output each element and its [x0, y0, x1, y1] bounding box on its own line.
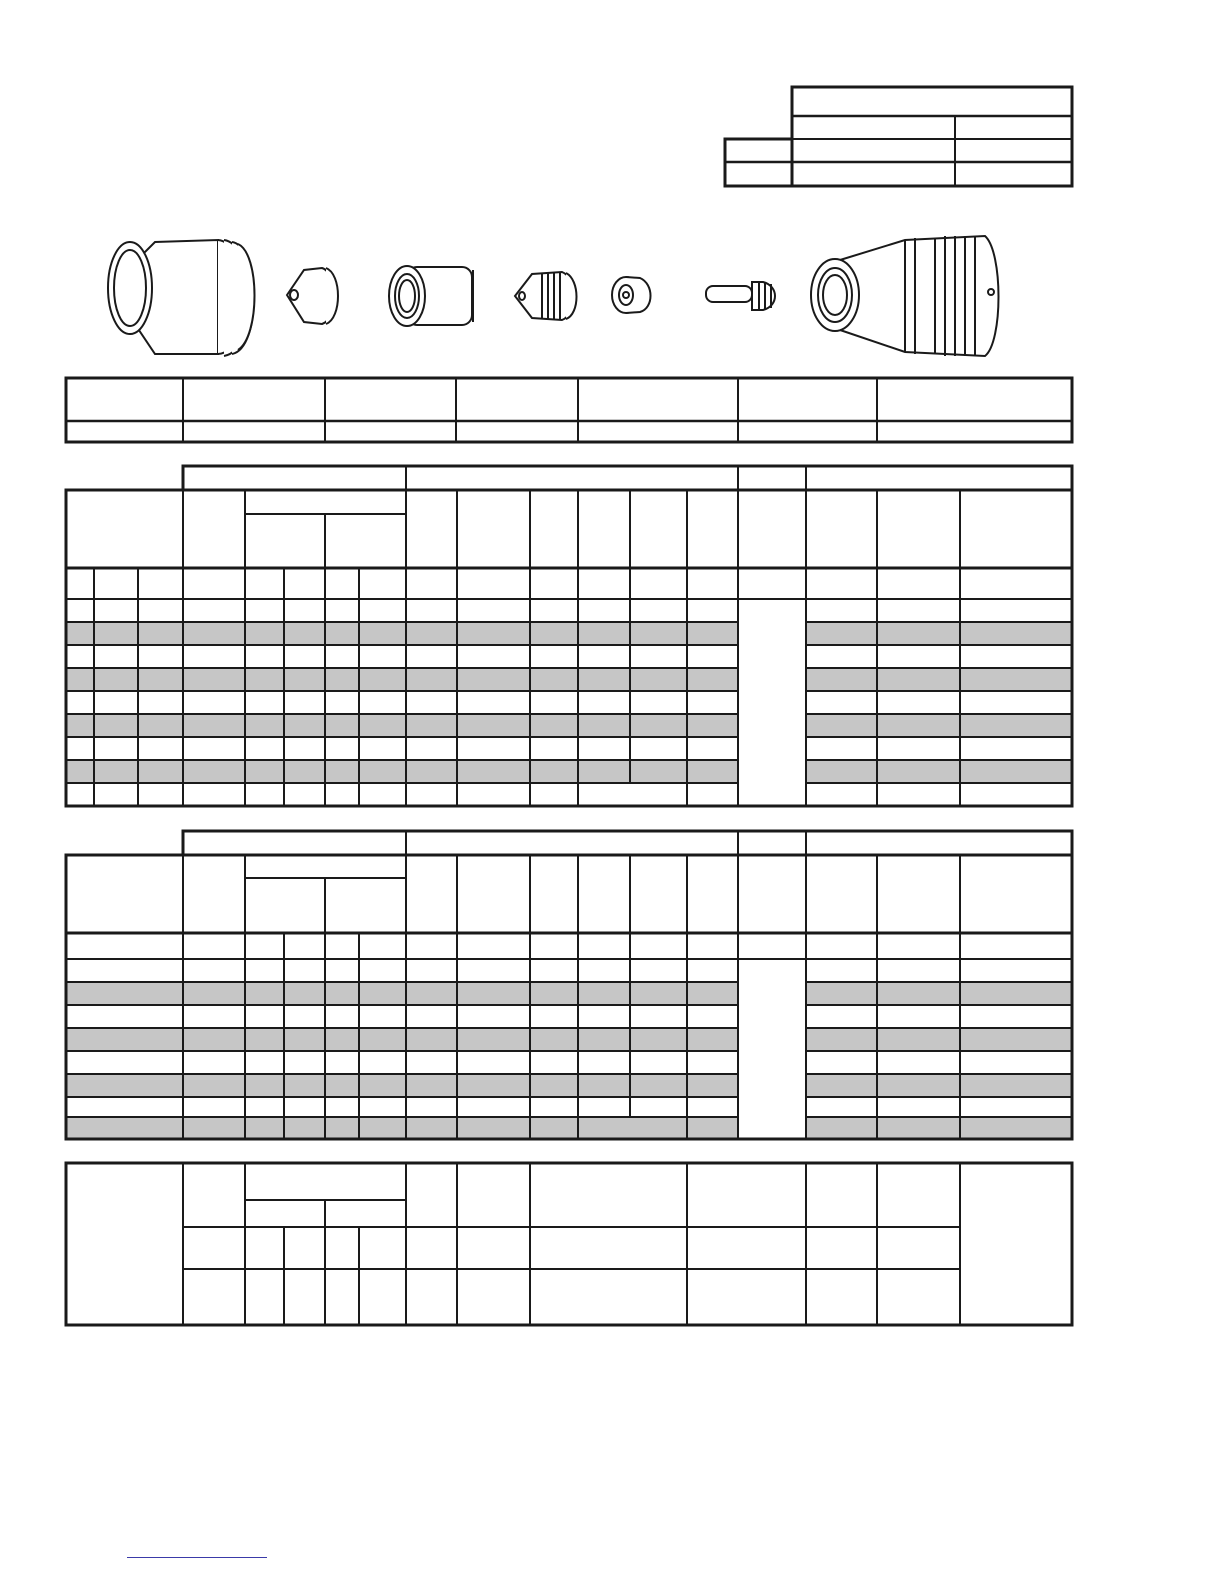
cut-table-1-shading [66, 622, 1072, 783]
cut-table-2 [0, 825, 1224, 1155]
retaining-cap-icon [385, 262, 480, 332]
shield-cap-icon [282, 262, 342, 332]
notes-table [0, 1155, 1224, 1335]
header-table-lines [0, 0, 1224, 200]
torch-body-icon [805, 232, 1005, 362]
cut-table-1 [0, 460, 1224, 820]
nozzle-icon [512, 268, 582, 328]
electrode-icon [703, 278, 783, 318]
shield-icon [100, 232, 260, 362]
swirl-ring-icon [610, 274, 655, 319]
footer-link-underline[interactable] [127, 1557, 267, 1558]
part-numbers-table [0, 370, 1224, 450]
